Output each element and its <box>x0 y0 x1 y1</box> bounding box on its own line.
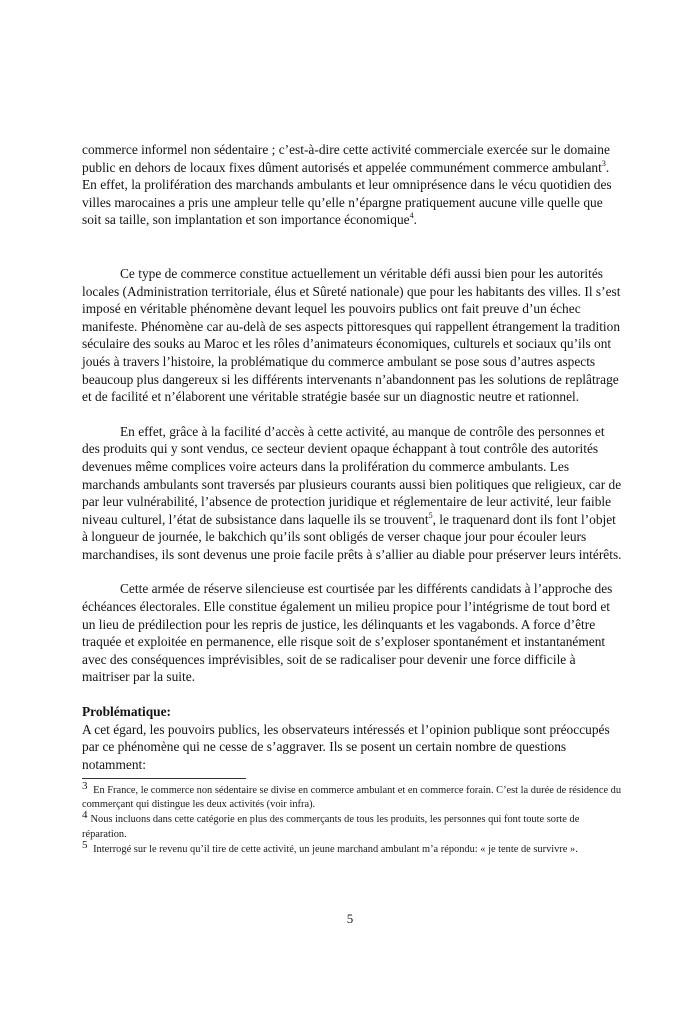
footnotes <box>82 780 622 858</box>
paragraph-4: Cette armée de réserve silencieuse est courtisée par les différents candidats à l’approche des échéances électorales. Elle constitue également un milieu propice pour l’intégrisme de tout bord et un lieu de prédilection pour les repris de justice, les délinquants et les vagabonds. A force d’être traquée et exploitée en permanence, elle risque soit de s’exploser spontanément et instantanément avec des conséquences imprévisibles, soit de se radicaliser pour devenir une force difficile à maitriser par la suite. <box>82 581 613 685</box>
paragraph-5: A cet égard, les pouvoirs publics, les observateurs intéressés et l’opinion publique sont préoccupés par ce phénomène qui ne cesse de s’aggraver. Ils se posent un certain nombre de questions notamment: <box>82 721 610 772</box>
page-number: 5 <box>346 911 354 926</box>
spacer <box>82 686 622 703</box>
paragraph-2: Ce type de commerce constitue actuellement un véritable défi aussi bien pour les autorités locales (Administration territoriale, élus et Sûreté nationale) que pour les habitants des villes. Il s’est imposé en véritable phénomène devant lequel les pouvoirs publics ont fait preuve d’un échec manifeste. Phénomène car au-delà de ses aspects pittoresques qui rappellent étrangement la tradition séculaire des souks au Maroc et les rôles d’animateurs économiques, culturels et sociaux qu’ils ont joués à travers l’histoire, la problématique du commerce ambulant se pose sous d’autres aspects beaucoup plus dangereux si les différents intervenants n’abandonnent pas les solutions de replâtrage et de facilité et n’élaborent une véritable stratégie basée sur un diagnostic neutre et rationnel. <box>82 265 621 405</box>
footnote-text: Nous incluons dans cette catégorie en plus des commerçants de tous les produits, les personnes qui font toute sorte de réparation. <box>82 814 580 840</box>
footnote-number: 3 <box>82 780 88 792</box>
footnote-5 <box>82 838 622 857</box>
footnote-ref-5[interactable]: 5 <box>428 510 433 520</box>
footnote-text: Interrogé sur le revenu qu’il tire de cette activité, un jeune marchand ambulant m’a répondu: « je tente de survivre ». <box>90 843 578 855</box>
footnote-ref-3[interactable]: 3 <box>601 158 606 168</box>
paragraph-text: En effet, grâce à la facilité d’accès à cette activité, au manque de contrôle des personnes et des produits qui y sont vendus, ce secteur devient opaque échappant à tout contrôle des autorités devenues même complices voire acteurs dans la prolifération du commerce ambulants. Les marchands ambulants sont traversés par plusieurs courants aussi bien politiques que religieux, car de par leur vulnérabilité, l’absence de protection juridique et réglementaire de leur activité, leur faible niveau culturel, l’état de subsistance dans laquelle ils se trouvent <box>82 423 622 527</box>
footnote-4 <box>82 809 622 841</box>
paragraph-text: commerce informel non sédentaire ; c’est-à-dire cette activité commerciale exercée sur le domaine public en dehors de locaux fixes dûment autorisés et appelée communément commerce ambulant <box>82 142 610 175</box>
document-body <box>82 141 622 773</box>
paragraph-text: , le traquenard dont ils font l’objet à longueur de journée, le bakchich qu’ils sont obligés de verser chaque jour pour écouler leurs marchandises, ils sont devenus une proie facile prêts à s’allier au diable pour préserver leurs intérêts. <box>82 511 622 562</box>
spacer <box>82 563 622 580</box>
paragraph-text: . En effet, la prolifération des marchands ambulants et leur omniprésence dans le vécu quotidien des villes marocaines a pris une ampleur telle qu’elle n’épargne pratiquement aucune ville quelle que soit sa taille, son implantation et son importance économique <box>82 159 612 228</box>
spacer <box>82 229 622 265</box>
section-heading: Problématique: <box>82 704 172 720</box>
footnote-text: En France, le commerce non sédentaire se divise en commerce ambulant et en commerce forain. C’est la durée de résidence du commerçant qui distingue les deux activités (voir infra). <box>82 785 622 811</box>
footnote-number: 5 <box>82 838 88 851</box>
footnote-number: 4 <box>82 809 88 822</box>
footnote-3 <box>82 780 622 812</box>
footnote-separator <box>82 778 246 779</box>
paragraph-1 <box>82 141 622 229</box>
paragraph-text: . <box>413 212 417 228</box>
paragraph-3 <box>82 423 622 564</box>
footnote-ref-4[interactable]: 4 <box>409 211 414 221</box>
spacer <box>82 406 622 423</box>
